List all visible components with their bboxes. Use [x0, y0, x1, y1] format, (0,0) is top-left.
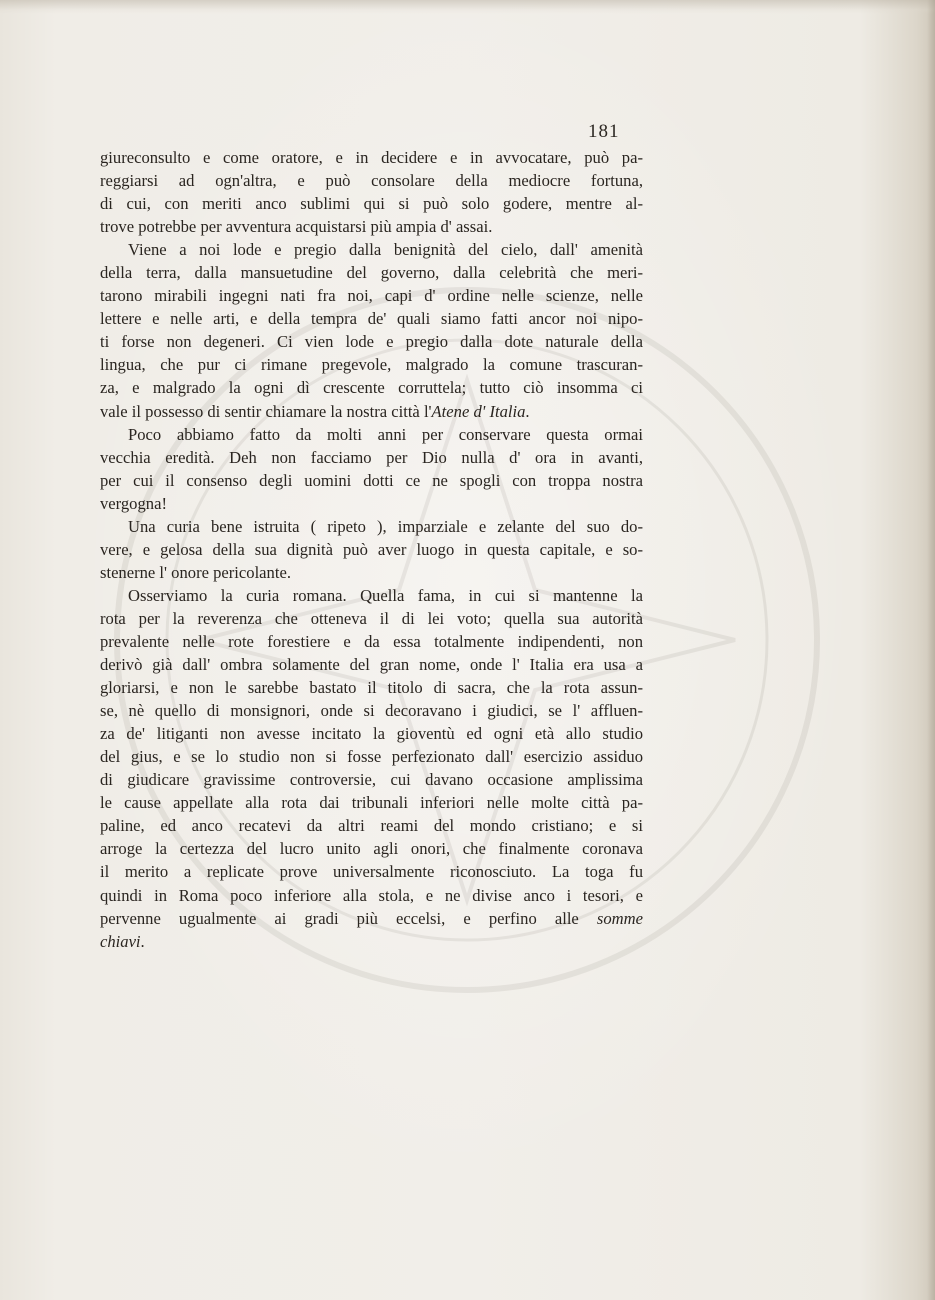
text-fragment: . — [525, 401, 530, 421]
text-line: rota per la reverenza che otteneva il di lei voto; quella sua autorità — [100, 608, 643, 628]
text-line: lettere e nelle arti, e della tempra de' quali siamo fatti ancor noi nipo- — [100, 309, 643, 329]
paragraph — [100, 423, 643, 515]
text-line: vergogna! — [100, 493, 167, 513]
page-right-edge-shadow — [927, 0, 935, 1300]
text-line — [100, 907, 643, 930]
text-line: vere, e gelosa della sua dignità può aver luogo in questa capitale, e so- — [100, 539, 643, 559]
text-line: paline, ed anco recatevi da altri reami del mondo cristiano; e si — [100, 816, 643, 836]
page-number: 181 — [588, 121, 620, 142]
paragraph — [100, 238, 643, 422]
text-line: stenerne l' onore pericolante. — [100, 562, 291, 582]
text-fragment: vale il possesso di sentir chiamare la nostra città l' — [100, 401, 432, 421]
text-line: se, nè quello di monsignori, onde si decoravano i giudici, se l' affluen- — [100, 701, 643, 721]
text-line: trove potrebbe per avventura acquistarsi più ampia d' assai. — [100, 217, 493, 237]
text-line: per cui il consenso degli uomini dotti ce ne spogli con troppa nostra — [100, 470, 643, 490]
text-line: ti forse non degeneri. Ci vien lode e pregio dalla dote naturale della — [100, 332, 643, 352]
text-line: quindi in Roma poco inferiore alla stola, e ne divise anco i tesori, e — [100, 885, 643, 905]
text-line: Viene a noi lode e pregio dalla benignità del cielo, dall' amenità — [128, 240, 643, 260]
text-fragment: pervenne ugualmente ai gradi più eccelsi, e perfino alle — [100, 908, 579, 928]
body-text — [100, 146, 643, 953]
text-line: di giudicare gravissime controversie, cui davano occasione amplissima — [100, 770, 643, 790]
text-line: il merito a replicate prove universalmente riconosciuto. La toga fu — [100, 862, 643, 882]
emphasized-text: chiavi — [100, 931, 141, 951]
text-line: lingua, che pur ci rimane pregevole, malgrado la comune trascuran- — [100, 355, 643, 375]
text-line: le cause appellate alla rota dai tribunali inferiori nelle molte città pa- — [100, 793, 643, 813]
text-fragment: . — [140, 931, 145, 951]
text-line: Osserviamo la curia romana. Quella fama, in cui si mantenne la — [128, 585, 643, 605]
text-line: arroge la certezza del lucro unito agli onori, che finalmente coronava — [100, 839, 643, 859]
text-line: Una curia bene istruita ( ripeto ), imparziale e zelante del suo do- — [128, 516, 643, 536]
text-line: za de' litiganti non avesse incitato la gioventù ed ogni età allo studio — [100, 724, 643, 744]
text-line: giureconsulto e come oratore, e in decidere e in avvocatare, può pa- — [100, 148, 643, 167]
text-line: della terra, dalla mansuetudine del governo, dalla celebrità che meri- — [100, 263, 643, 283]
text-line — [100, 400, 643, 423]
text-line: Poco abbiamo fatto da molti anni per conservare questa ormai — [128, 424, 643, 444]
text-line: reggiarsi ad ogn'altra, e può consolare della mediocre fortuna, — [100, 171, 643, 191]
text-line: di cui, con meriti anco sublimi qui si può solo godere, mentre al- — [100, 194, 643, 214]
text-line: vecchia eredità. Deh non facciamo per Dio nulla d' ora in avanti, — [100, 447, 643, 467]
emphasized-text: somme — [596, 908, 644, 928]
text-line: prevalente nelle rote forestiere e da essa totalmente indipendenti, non — [100, 631, 643, 651]
text-line: del gius, e se lo studio non si fosse perfezionato dall' esercizio assiduo — [100, 747, 643, 767]
paragraph — [100, 146, 643, 238]
page-top-shadow — [0, 0, 935, 14]
text-line: gloriarsi, e non le sarebbe bastato il titolo di sacra, che la rota assun- — [100, 678, 643, 698]
paragraph — [100, 515, 643, 584]
text-line: derivò già dall' ombra solamente del gran nome, onde l' Italia era usa a — [100, 655, 643, 675]
text-line — [100, 930, 643, 953]
text-line: tarono mirabili ingegni nati fra noi, capi d' ordine nelle scienze, nelle — [100, 286, 643, 306]
paragraph — [100, 584, 643, 953]
emphasized-text: Atene d' Italia — [431, 401, 526, 421]
text-line: za, e malgrado la ogni dì crescente corruttela; tutto ciò insomma ci — [100, 378, 643, 398]
